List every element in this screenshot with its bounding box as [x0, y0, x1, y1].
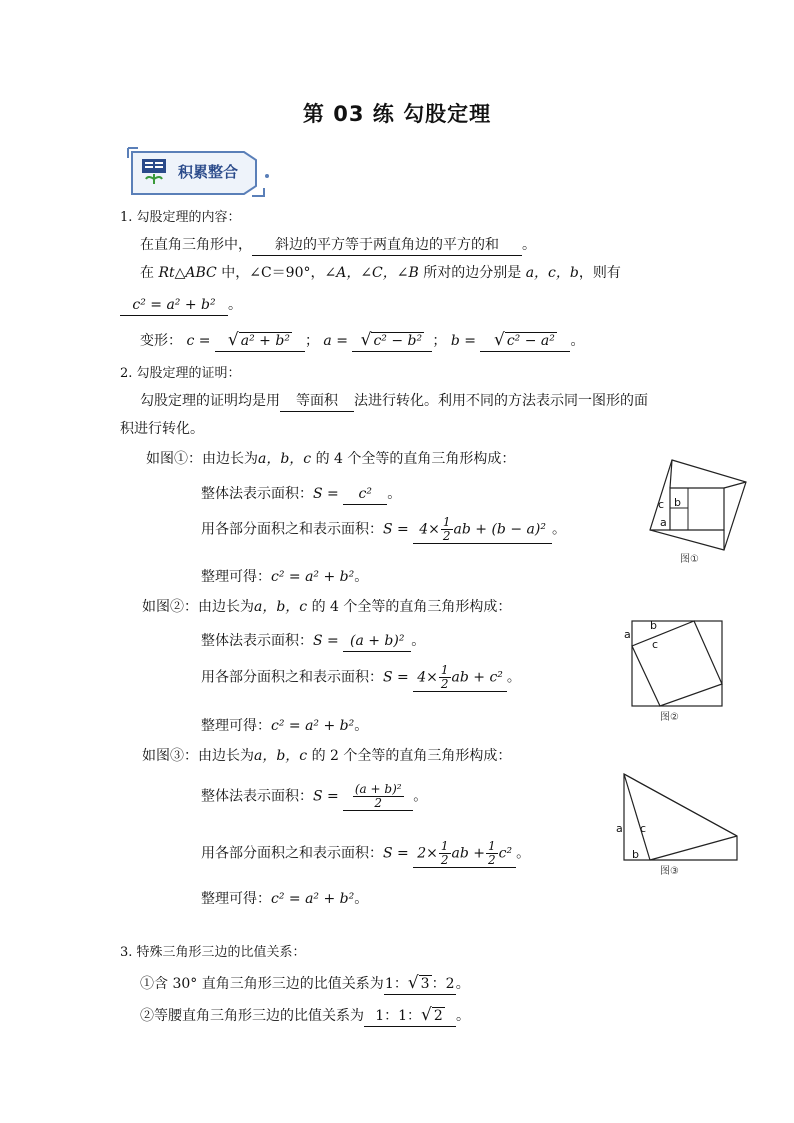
theorem-content-answer: 斜边的平方等于两直角边的平方的和 — [252, 237, 522, 256]
theorem-content-pre: 在直角三角形中， — [140, 237, 252, 253]
fig1-result-label: 整理可得： — [201, 569, 271, 585]
fig2-intro — [142, 596, 511, 616]
section-2-heading: 2. 勾股定理的证明： — [120, 366, 241, 381]
fig3-parts-mid: ab + — [451, 845, 486, 862]
sqrt-icon: √ — [227, 330, 239, 350]
rt-post: ，则有 — [578, 265, 621, 281]
fig2-parts-label: 用各部分面积之和表示面积： — [201, 669, 383, 686]
sep-1: ； — [304, 333, 319, 349]
fig1-sides: a，b，c — [258, 451, 312, 467]
fig1-intro-pre: 如图①：由边长为 — [146, 451, 258, 467]
ratio-30-root: 3 — [420, 976, 430, 992]
fig3-whole-den: 2 — [374, 796, 383, 811]
fig3-caption: 图③ — [660, 866, 679, 877]
sqrt-icon: √ — [360, 330, 372, 350]
fig1-result-end: 。 — [354, 569, 369, 585]
fig2-whole-label: 整体法表示面积： — [201, 633, 313, 649]
fig2-intro-post: 的 4 个全等的直角三角形构成： — [307, 599, 512, 615]
fig3-label-a: a — [616, 822, 623, 835]
fig1-whole-answer: c² — [343, 486, 387, 505]
ratio-30-a: 1： — [384, 976, 408, 992]
sep-2: ； — [432, 333, 447, 349]
fig3-sides: a，b，c — [254, 748, 308, 764]
fig2-frac-den: 2 — [440, 677, 449, 692]
fig1-frac-num: 1 — [442, 515, 451, 529]
fig1-whole — [201, 483, 401, 505]
fig1-result-formula: c² = a² + b² — [271, 569, 355, 585]
ratio-30-pre: ①含 30° 直角三角形三边的比值关系为 — [140, 976, 384, 992]
fig3-intro-pre: 如图③：由边长为 — [142, 748, 254, 764]
fig2-whole-s: S = — [313, 633, 339, 649]
fig3-whole-s: S = — [313, 788, 339, 805]
fig1-parts-coef: 4× — [419, 521, 440, 538]
fig1-label-a: a — [660, 516, 667, 529]
rt-sides: a，c，b — [525, 265, 579, 281]
fig2-whole-end: 。 — [411, 633, 426, 649]
fig3-frac2-den: 2 — [488, 853, 496, 868]
fig3-intro — [142, 745, 511, 765]
fig3-parts-coef: 2× — [417, 845, 438, 862]
var-b-answer — [480, 330, 570, 352]
theorem-formula-line — [120, 294, 242, 316]
fig3-parts-answer — [413, 840, 516, 868]
fig2-label-a: a — [624, 628, 631, 641]
fig3-whole-end: 。 — [413, 788, 428, 805]
var-b-radicand: c² − a² — [506, 333, 555, 349]
theorem-content-post: 。 — [522, 237, 536, 253]
figure-3-diagram — [612, 770, 742, 878]
fig2-parts-answer — [413, 664, 507, 692]
ratio-30-line — [140, 973, 470, 995]
fig1-parts-rest: ab + (b − a)² — [453, 521, 546, 538]
fig3-parts-label: 用各部分面积之和表示面积： — [201, 845, 383, 862]
fig2-caption: 图② — [660, 712, 679, 723]
fig1-outer-square — [650, 460, 746, 550]
fig1-parts-s: S = — [383, 521, 409, 538]
fig3-frac2-num: 1 — [488, 839, 496, 853]
fig2-sides: a，b，c — [254, 599, 308, 615]
fig3-whole-label: 整体法表示面积： — [201, 788, 313, 805]
fig3-label-b: b — [632, 848, 639, 861]
sqrt-icon: √ — [407, 973, 419, 993]
variation-line — [140, 330, 584, 352]
fig2-intro-pre: 如图②：由边长为 — [142, 599, 254, 615]
fig2-result-end: 。 — [354, 718, 369, 734]
fig1-whole-label: 整体法表示面积： — [201, 486, 313, 502]
fig3-frac-den: 2 — [440, 853, 449, 868]
ratio-30-end: 。 — [455, 976, 470, 992]
fig1-frac-den: 2 — [442, 529, 451, 544]
fig3-result-formula: c² = a² + b² — [271, 891, 355, 907]
fig1-parts-end: 。 — [551, 521, 566, 538]
fig3-intro-post: 的 2 个全等的直角三角形构成： — [307, 748, 512, 764]
rt-pre: 在 — [140, 265, 159, 281]
right-triangle-line — [140, 262, 621, 282]
figure-2-diagram — [622, 618, 728, 724]
section-banner — [124, 146, 274, 198]
proof-method-line-2: 积进行转化。 — [120, 421, 204, 437]
var-c-answer — [215, 330, 305, 352]
fig3-whole-num: (a + b)² — [354, 782, 402, 796]
var-c-radicand: a² + b² — [240, 333, 290, 349]
fig3-label-c: c — [640, 822, 647, 835]
ratio-iso-answer — [364, 1005, 456, 1027]
rt-mid: 中，∠C＝90°， — [216, 265, 325, 281]
rt-mid2: 所对的边分别是 — [418, 265, 526, 281]
fig2-label-b: b — [650, 619, 657, 632]
banner-label: 积累整合 — [178, 163, 239, 181]
var-a-label: a = — [323, 333, 348, 349]
proof-pre: 勾股定理的证明均是用 — [140, 393, 280, 409]
fig2-inner-square — [632, 621, 722, 706]
fig2-label-c: c — [652, 638, 659, 651]
fig1-label-b: b — [674, 496, 681, 509]
fig3-parts-rest: c² — [498, 845, 513, 862]
fig3-parts-s: S = — [383, 845, 409, 862]
fig1-whole-end: 。 — [387, 486, 402, 502]
section-3-heading: 3. 特殊三角形三边的比值关系： — [120, 945, 306, 960]
figure-1-diagram — [640, 458, 752, 566]
fig3-whole — [201, 783, 427, 811]
fig1-parts-answer — [413, 516, 552, 544]
var-a-answer — [352, 330, 432, 352]
fig2-whole — [201, 630, 425, 652]
rt-triangle: Rt△ABC — [158, 265, 217, 281]
variation-label: 变形： — [140, 333, 182, 349]
ratio-30-answer — [384, 973, 456, 995]
page-title: 第 03 练 勾股定理 — [302, 102, 492, 126]
ratio-iso-pre: ②等腰直角三角形三边的比值关系为 — [140, 1008, 364, 1024]
var-end: 。 — [570, 333, 585, 349]
fig2-whole-answer: (a + b)² — [343, 633, 411, 652]
fig1-intro — [146, 448, 515, 468]
book-icon — [140, 157, 170, 187]
fig1-intro-post: 的 4 个全等的直角三角形构成： — [311, 451, 516, 467]
fig3-result — [201, 888, 368, 908]
fig3-trapezoid — [624, 774, 737, 860]
sqrt-icon: √ — [493, 330, 505, 350]
fig1-result — [201, 566, 368, 586]
fig2-outer-square — [632, 621, 722, 706]
section-1-heading: 1. 勾股定理的内容： — [120, 210, 241, 225]
proof-method-line — [140, 390, 648, 412]
ratio-30-b: ：2 — [431, 976, 455, 992]
fig3-whole-answer — [343, 783, 413, 811]
fig3-parts — [201, 840, 530, 868]
ratio-iso-end: 。 — [456, 1008, 470, 1024]
fig2-result-formula: c² = a² + b² — [271, 718, 355, 734]
theorem-formula-post: 。 — [228, 297, 242, 313]
ratio-iso-root: 2 — [433, 1008, 443, 1024]
fig1-label-c: c — [658, 498, 665, 511]
fig3-frac-num: 1 — [440, 839, 449, 853]
var-a-radicand: c² − b² — [373, 333, 423, 349]
fig2-parts-rest: ab + c² — [451, 669, 503, 686]
fig1-inner-square — [670, 488, 724, 530]
var-c-label: c = — [186, 333, 211, 349]
fig3-result-label: 整理可得： — [201, 891, 271, 907]
proof-post: 法进行转化。利用不同的方法表示同一图形的面 — [354, 393, 648, 409]
sqrt-icon: √ — [421, 1005, 432, 1025]
fig1-caption: 图① — [680, 554, 699, 565]
fig2-parts-coef: 4× — [417, 669, 438, 686]
theorem-formula: c² = a² + b² — [120, 297, 228, 316]
fig1-parts — [201, 516, 566, 544]
fig2-parts — [201, 664, 521, 692]
fig2-frac-num: 1 — [440, 663, 449, 677]
fig2-result-label: 整理可得： — [201, 718, 271, 734]
fig3-result-end: 。 — [354, 891, 369, 907]
fig1-whole-s: S = — [313, 486, 339, 502]
fig1-parts-label: 用各部分面积之和表示面积： — [201, 521, 383, 538]
rt-angles: ∠A，∠C，∠B — [324, 265, 419, 281]
fig2-parts-end: 。 — [506, 669, 521, 686]
theorem-content-line — [140, 234, 536, 256]
proof-answer: 等面积 — [280, 393, 354, 412]
ratio-isosceles-line — [140, 1005, 470, 1027]
ratio-iso-a: 1：1： — [375, 1008, 422, 1024]
var-b-label: b = — [450, 333, 476, 349]
fig3-parts-end: 。 — [516, 845, 531, 862]
fig2-result — [201, 715, 368, 735]
fig2-parts-s: S = — [383, 669, 409, 686]
